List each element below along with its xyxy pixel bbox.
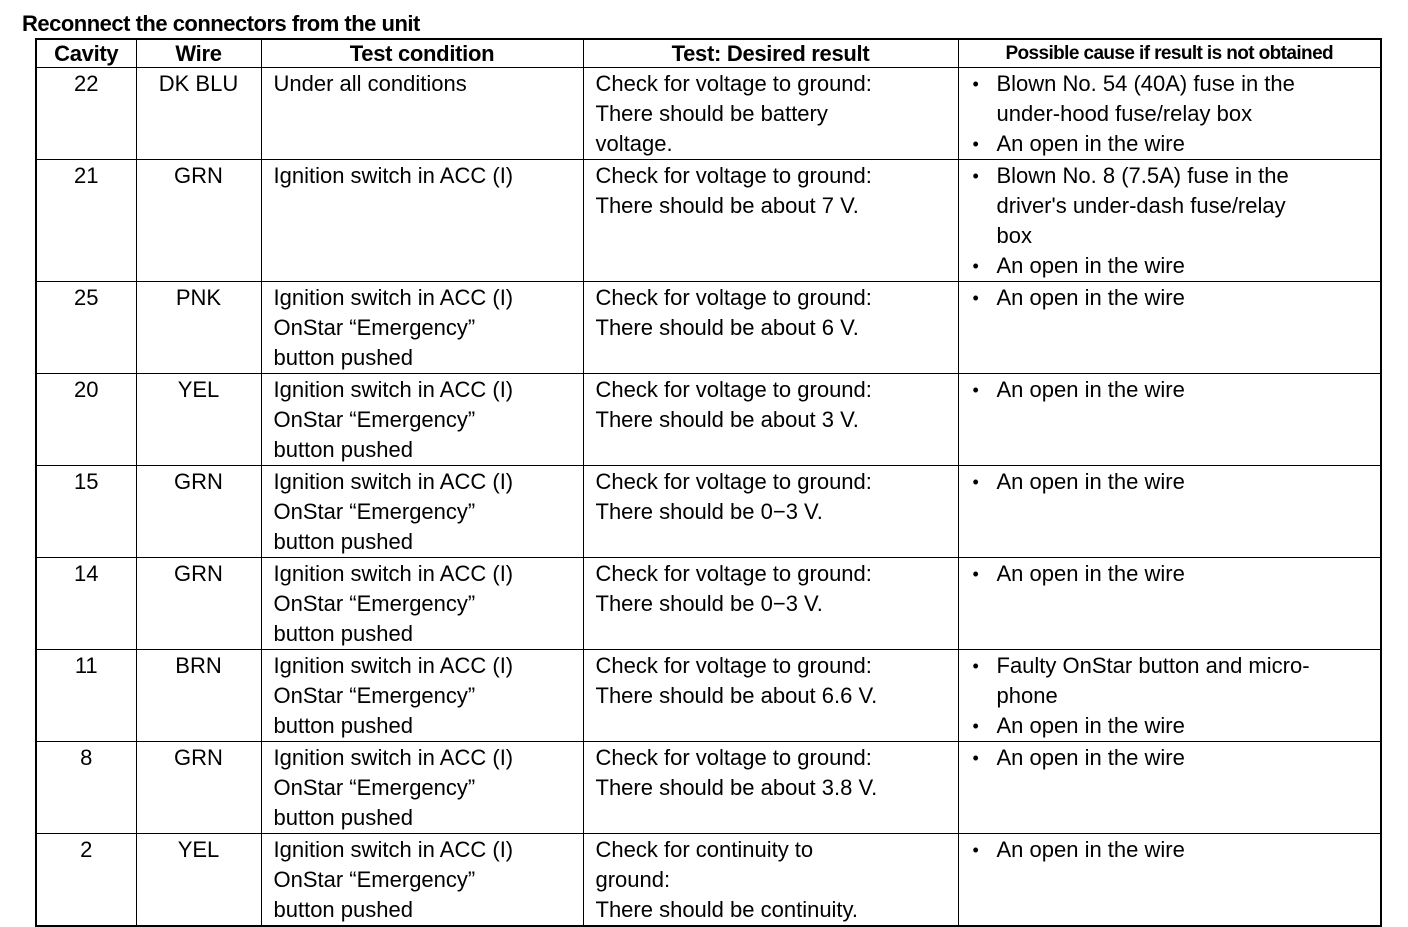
wire-cell: GRN <box>136 558 261 650</box>
connector-test-table <box>35 38 1382 927</box>
column-header-cavity: Cavity <box>36 39 136 68</box>
possible-cause-cell <box>958 834 1381 927</box>
cause-item <box>973 161 1381 251</box>
cause-text: An open in the wire <box>996 837 1185 862</box>
wire-cell: YEL <box>136 834 261 927</box>
cause-item <box>973 835 1381 865</box>
test-condition-cell: Under all conditions <box>261 68 583 160</box>
desired-result-cell: Check for voltage to ground: There should be about 6.6 V. <box>583 650 958 742</box>
cause-item <box>973 283 1381 313</box>
possible-cause-cell <box>958 742 1381 834</box>
bullet-icon: • <box>972 840 979 860</box>
test-condition-cell: Ignition switch in ACC (I) <box>261 160 583 282</box>
cavity-cell: 20 <box>36 374 136 466</box>
bullet-icon: • <box>972 716 979 736</box>
desired-result-cell: Check for voltage to ground: There should be 0−3 V. <box>583 466 958 558</box>
bullet-icon: • <box>972 134 979 154</box>
wire-cell: GRN <box>136 466 261 558</box>
desired-result-cell: Check for voltage to ground: There should be about 3.8 V. <box>583 742 958 834</box>
bullet-icon: • <box>972 74 979 94</box>
wire-cell: YEL <box>136 374 261 466</box>
cause-text: Faulty OnStar button and micro- phone <box>996 653 1310 708</box>
wire-cell: PNK <box>136 282 261 374</box>
desired-result-cell: Check for voltage to ground: There should be about 7 V. <box>583 160 958 282</box>
page-title: Reconnect the connectors from the unit <box>22 11 420 36</box>
possible-cause-cell <box>958 650 1381 742</box>
cause-item <box>973 375 1381 405</box>
desired-result-cell: Check for continuity to ground: There should be continuity. <box>583 834 958 927</box>
cause-item <box>973 711 1381 741</box>
possible-cause-cell <box>958 160 1381 282</box>
desired-result-cell: Check for voltage to ground: There should be about 6 V. <box>583 282 958 374</box>
cause-item <box>973 129 1381 159</box>
cavity-cell: 15 <box>36 466 136 558</box>
possible-cause-cell <box>958 68 1381 160</box>
wire-cell: GRN <box>136 742 261 834</box>
bullet-icon: • <box>972 564 979 584</box>
cause-text: An open in the wire <box>996 285 1185 310</box>
cause-text: An open in the wire <box>996 713 1185 738</box>
bullet-icon: • <box>972 256 979 276</box>
bullet-icon: • <box>972 748 979 768</box>
table-row <box>36 834 1381 927</box>
wire-cell: BRN <box>136 650 261 742</box>
test-condition-cell: Ignition switch in ACC (I) OnStar “Emergency” button pushed <box>261 282 583 374</box>
cavity-cell: 14 <box>36 558 136 650</box>
cavity-cell: 11 <box>36 650 136 742</box>
test-condition-cell: Ignition switch in ACC (I) OnStar “Emergency” button pushed <box>261 558 583 650</box>
desired-result-cell: Check for voltage to ground: There should be battery voltage. <box>583 68 958 160</box>
cause-text: An open in the wire <box>996 469 1185 494</box>
bullet-icon: • <box>972 472 979 492</box>
cause-text: An open in the wire <box>996 745 1185 770</box>
test-condition-cell: Ignition switch in ACC (I) OnStar “Emergency” button pushed <box>261 466 583 558</box>
test-condition-cell: Ignition switch in ACC (I) OnStar “Emergency” button pushed <box>261 650 583 742</box>
cavity-cell: 21 <box>36 160 136 282</box>
cavity-cell: 2 <box>36 834 136 927</box>
bullet-icon: • <box>972 166 979 186</box>
cause-item <box>973 651 1381 711</box>
test-condition-cell: Ignition switch in ACC (I) OnStar “Emergency” button pushed <box>261 374 583 466</box>
bullet-icon: • <box>972 288 979 308</box>
cause-item <box>973 69 1381 129</box>
test-condition-cell: Ignition switch in ACC (I) OnStar “Emergency” button pushed <box>261 742 583 834</box>
possible-cause-cell <box>958 466 1381 558</box>
possible-cause-cell <box>958 282 1381 374</box>
cause-text: An open in the wire <box>996 131 1185 156</box>
table-row <box>36 466 1381 558</box>
cause-text: Blown No. 54 (40A) fuse in the under-hood fuse/relay box <box>996 71 1295 126</box>
cavity-cell: 25 <box>36 282 136 374</box>
table-row <box>36 374 1381 466</box>
bullet-icon: • <box>972 656 979 676</box>
column-header-test-condition: Test condition <box>261 39 583 68</box>
column-header-wire: Wire <box>136 39 261 68</box>
wire-cell: DK BLU <box>136 68 261 160</box>
possible-cause-cell <box>958 558 1381 650</box>
cause-text: Blown No. 8 (7.5A) fuse in the driver's under-dash fuse/relay box <box>996 163 1289 248</box>
table-row <box>36 160 1381 282</box>
possible-cause-cell <box>958 374 1381 466</box>
cause-text: An open in the wire <box>996 561 1185 586</box>
cavity-cell: 22 <box>36 68 136 160</box>
wire-cell: GRN <box>136 160 261 282</box>
cause-item <box>973 743 1381 773</box>
column-header-possible-cause: Possible cause if result is not obtained <box>958 39 1381 68</box>
table-row <box>36 282 1381 374</box>
cause-text: An open in the wire <box>996 253 1185 278</box>
test-condition-cell: Ignition switch in ACC (I) OnStar “Emergency” button pushed <box>261 834 583 927</box>
table-row <box>36 558 1381 650</box>
cause-text: An open in the wire <box>996 377 1185 402</box>
cause-item <box>973 467 1381 497</box>
table-row <box>36 650 1381 742</box>
cause-item <box>973 251 1381 281</box>
table-header-row <box>36 39 1381 68</box>
desired-result-cell: Check for voltage to ground: There should be about 3 V. <box>583 374 958 466</box>
table-row <box>36 742 1381 834</box>
desired-result-cell: Check for voltage to ground: There should be 0−3 V. <box>583 558 958 650</box>
bullet-icon: • <box>972 380 979 400</box>
cause-item <box>973 559 1381 589</box>
column-header-desired-result: Test: Desired result <box>583 39 958 68</box>
table-row <box>36 68 1381 160</box>
cavity-cell: 8 <box>36 742 136 834</box>
